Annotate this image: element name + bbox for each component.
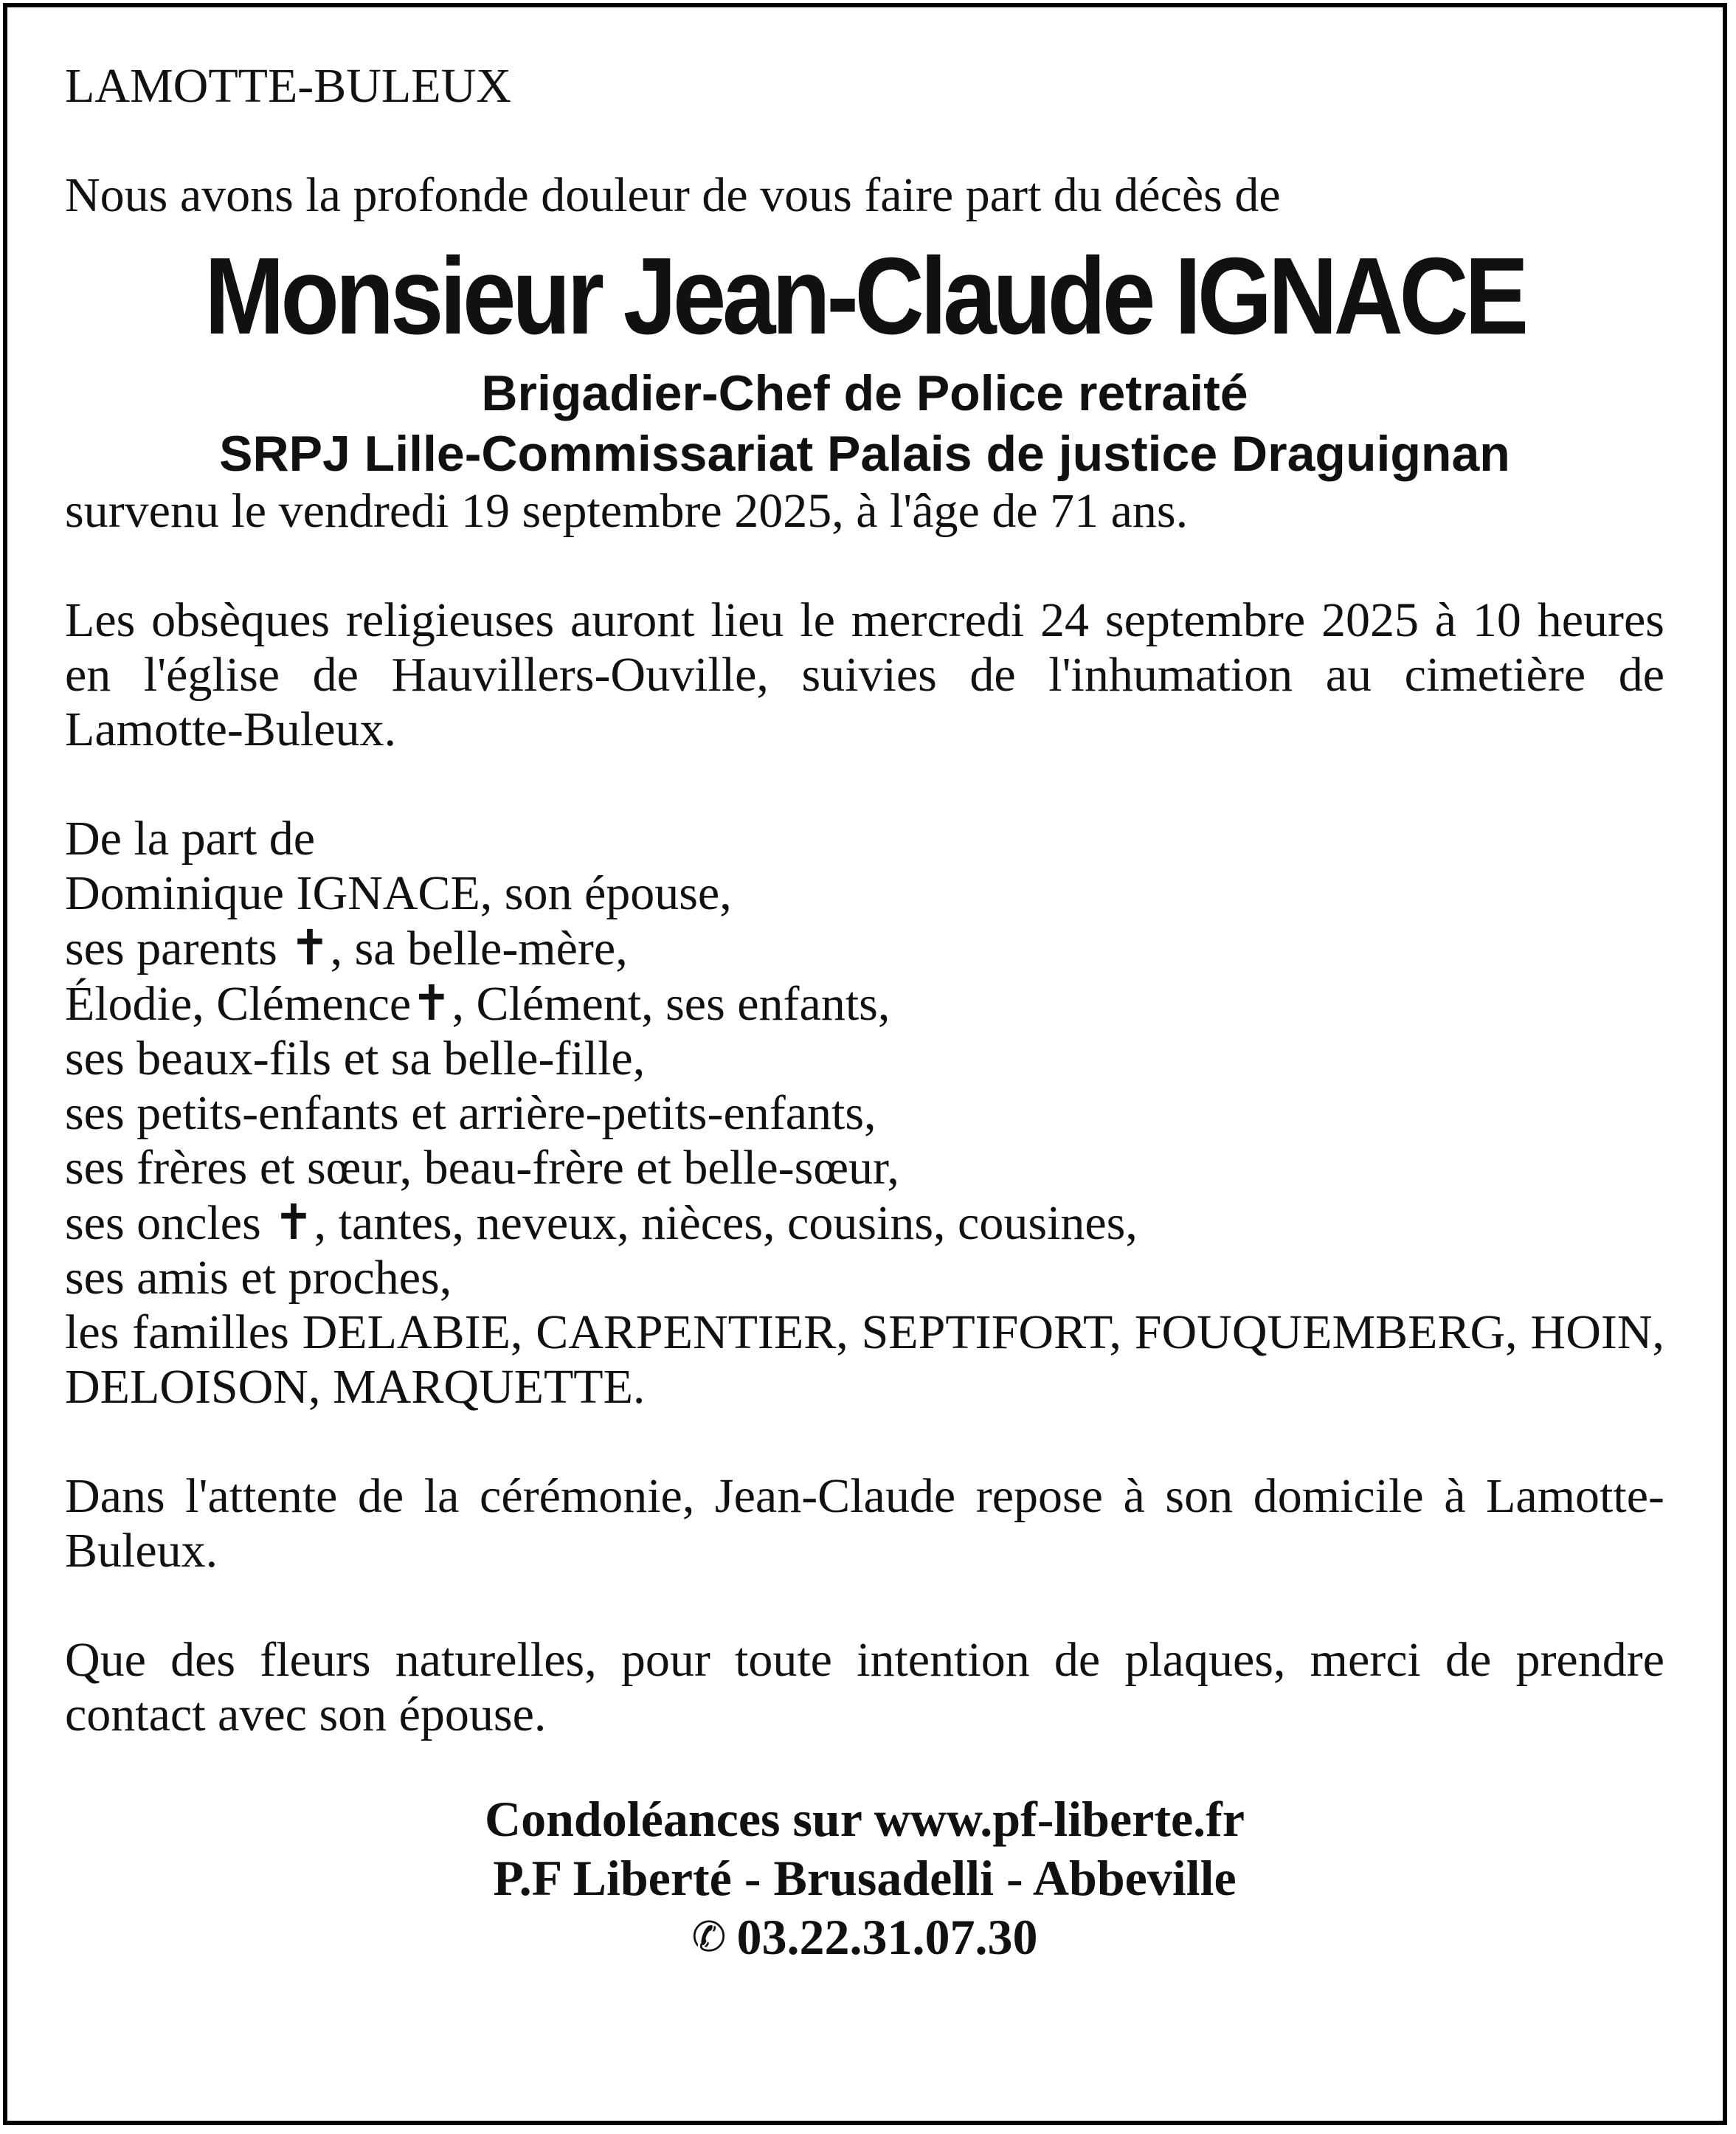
friends-line: ses amis et proches, xyxy=(65,1251,452,1305)
rest-info: Dans l'attente de la cérémonie, Jean-Claude repose à son domicile à Lamotte-Buleux. xyxy=(65,1469,1664,1578)
siblings-line: ses frères et sœur, beau-frère et belle-sœur, xyxy=(65,1141,899,1195)
deceased-name: Monsieur Jean-Claude IGNACE xyxy=(204,235,1525,357)
parents-line xyxy=(65,921,1664,976)
children-text: Élodie, Clémence xyxy=(65,977,412,1031)
cross-icon: ✝ xyxy=(289,919,331,976)
relatives-line xyxy=(65,1195,1664,1251)
location-heading: LAMOTTE-BULEUX xyxy=(65,59,511,113)
children-line xyxy=(65,976,1664,1032)
from-label: De la part de xyxy=(65,812,315,866)
obituary-notice xyxy=(65,59,1664,1967)
phone-number[interactable]: 03.22.31.07.30 xyxy=(736,1909,1038,1965)
role-line-1: Brigadier-Chef de Police retraité xyxy=(481,365,1248,421)
children-text-suffix: , Clément, ses enfants, xyxy=(452,977,891,1031)
spouse-line: Dominique IGNACE, son épouse, xyxy=(65,866,732,920)
relatives-text: ses oncles xyxy=(65,1196,261,1250)
relatives-text-suffix: , tantes, neveux, nièces, cousins, cousines, xyxy=(314,1196,1138,1250)
role-line-2: SRPJ Lille-Commissariat Palais de justice Draguignan xyxy=(219,426,1510,482)
phone-icon: ✆ xyxy=(691,1913,727,1961)
flowers-info: Que des fleurs naturelles, pour toute intention de plaques, merci de prendre contact avec son épouse. xyxy=(65,1633,1664,1741)
intro-text: Nous avons la profonde douleur de vous faire part du décès de xyxy=(65,168,1281,222)
families-line: les familles DELABIE, CARPENTIER, SEPTIFORT, FOUQUEMBERG, HOIN, DELOISON, MARQUETTE. xyxy=(65,1305,1664,1414)
funeral-home-name: P.F Liberté - Brusadelli - Abbeville xyxy=(493,1850,1237,1906)
in-laws-line: ses beaux-fils et sa belle-fille, xyxy=(65,1032,646,1085)
cross-icon: ✝ xyxy=(411,975,452,1032)
condolences-link[interactable]: Condoléances sur www.pf-liberte.fr xyxy=(485,1791,1245,1847)
phone-line xyxy=(65,1907,1664,1967)
death-info: survenu le vendredi 19 septembre 2025, à l'âge de 71 ans. xyxy=(65,484,1189,538)
funeral-info: Les obsèques religieuses auront lieu le mercredi 24 septembre 2025 à 10 heures en l'église de Hauvillers-Ouville, suivies de l'inhumation au cimetière de Lamotte-Buleux. xyxy=(65,593,1664,756)
cross-icon: ✝ xyxy=(273,1194,314,1251)
parents-text-suffix: , sa belle-mère, xyxy=(330,922,628,976)
grandchildren-line: ses petits-enfants et arrière-petits-enfants, xyxy=(65,1086,876,1140)
parents-text: ses parents xyxy=(65,922,277,976)
family-list xyxy=(65,812,1664,1415)
